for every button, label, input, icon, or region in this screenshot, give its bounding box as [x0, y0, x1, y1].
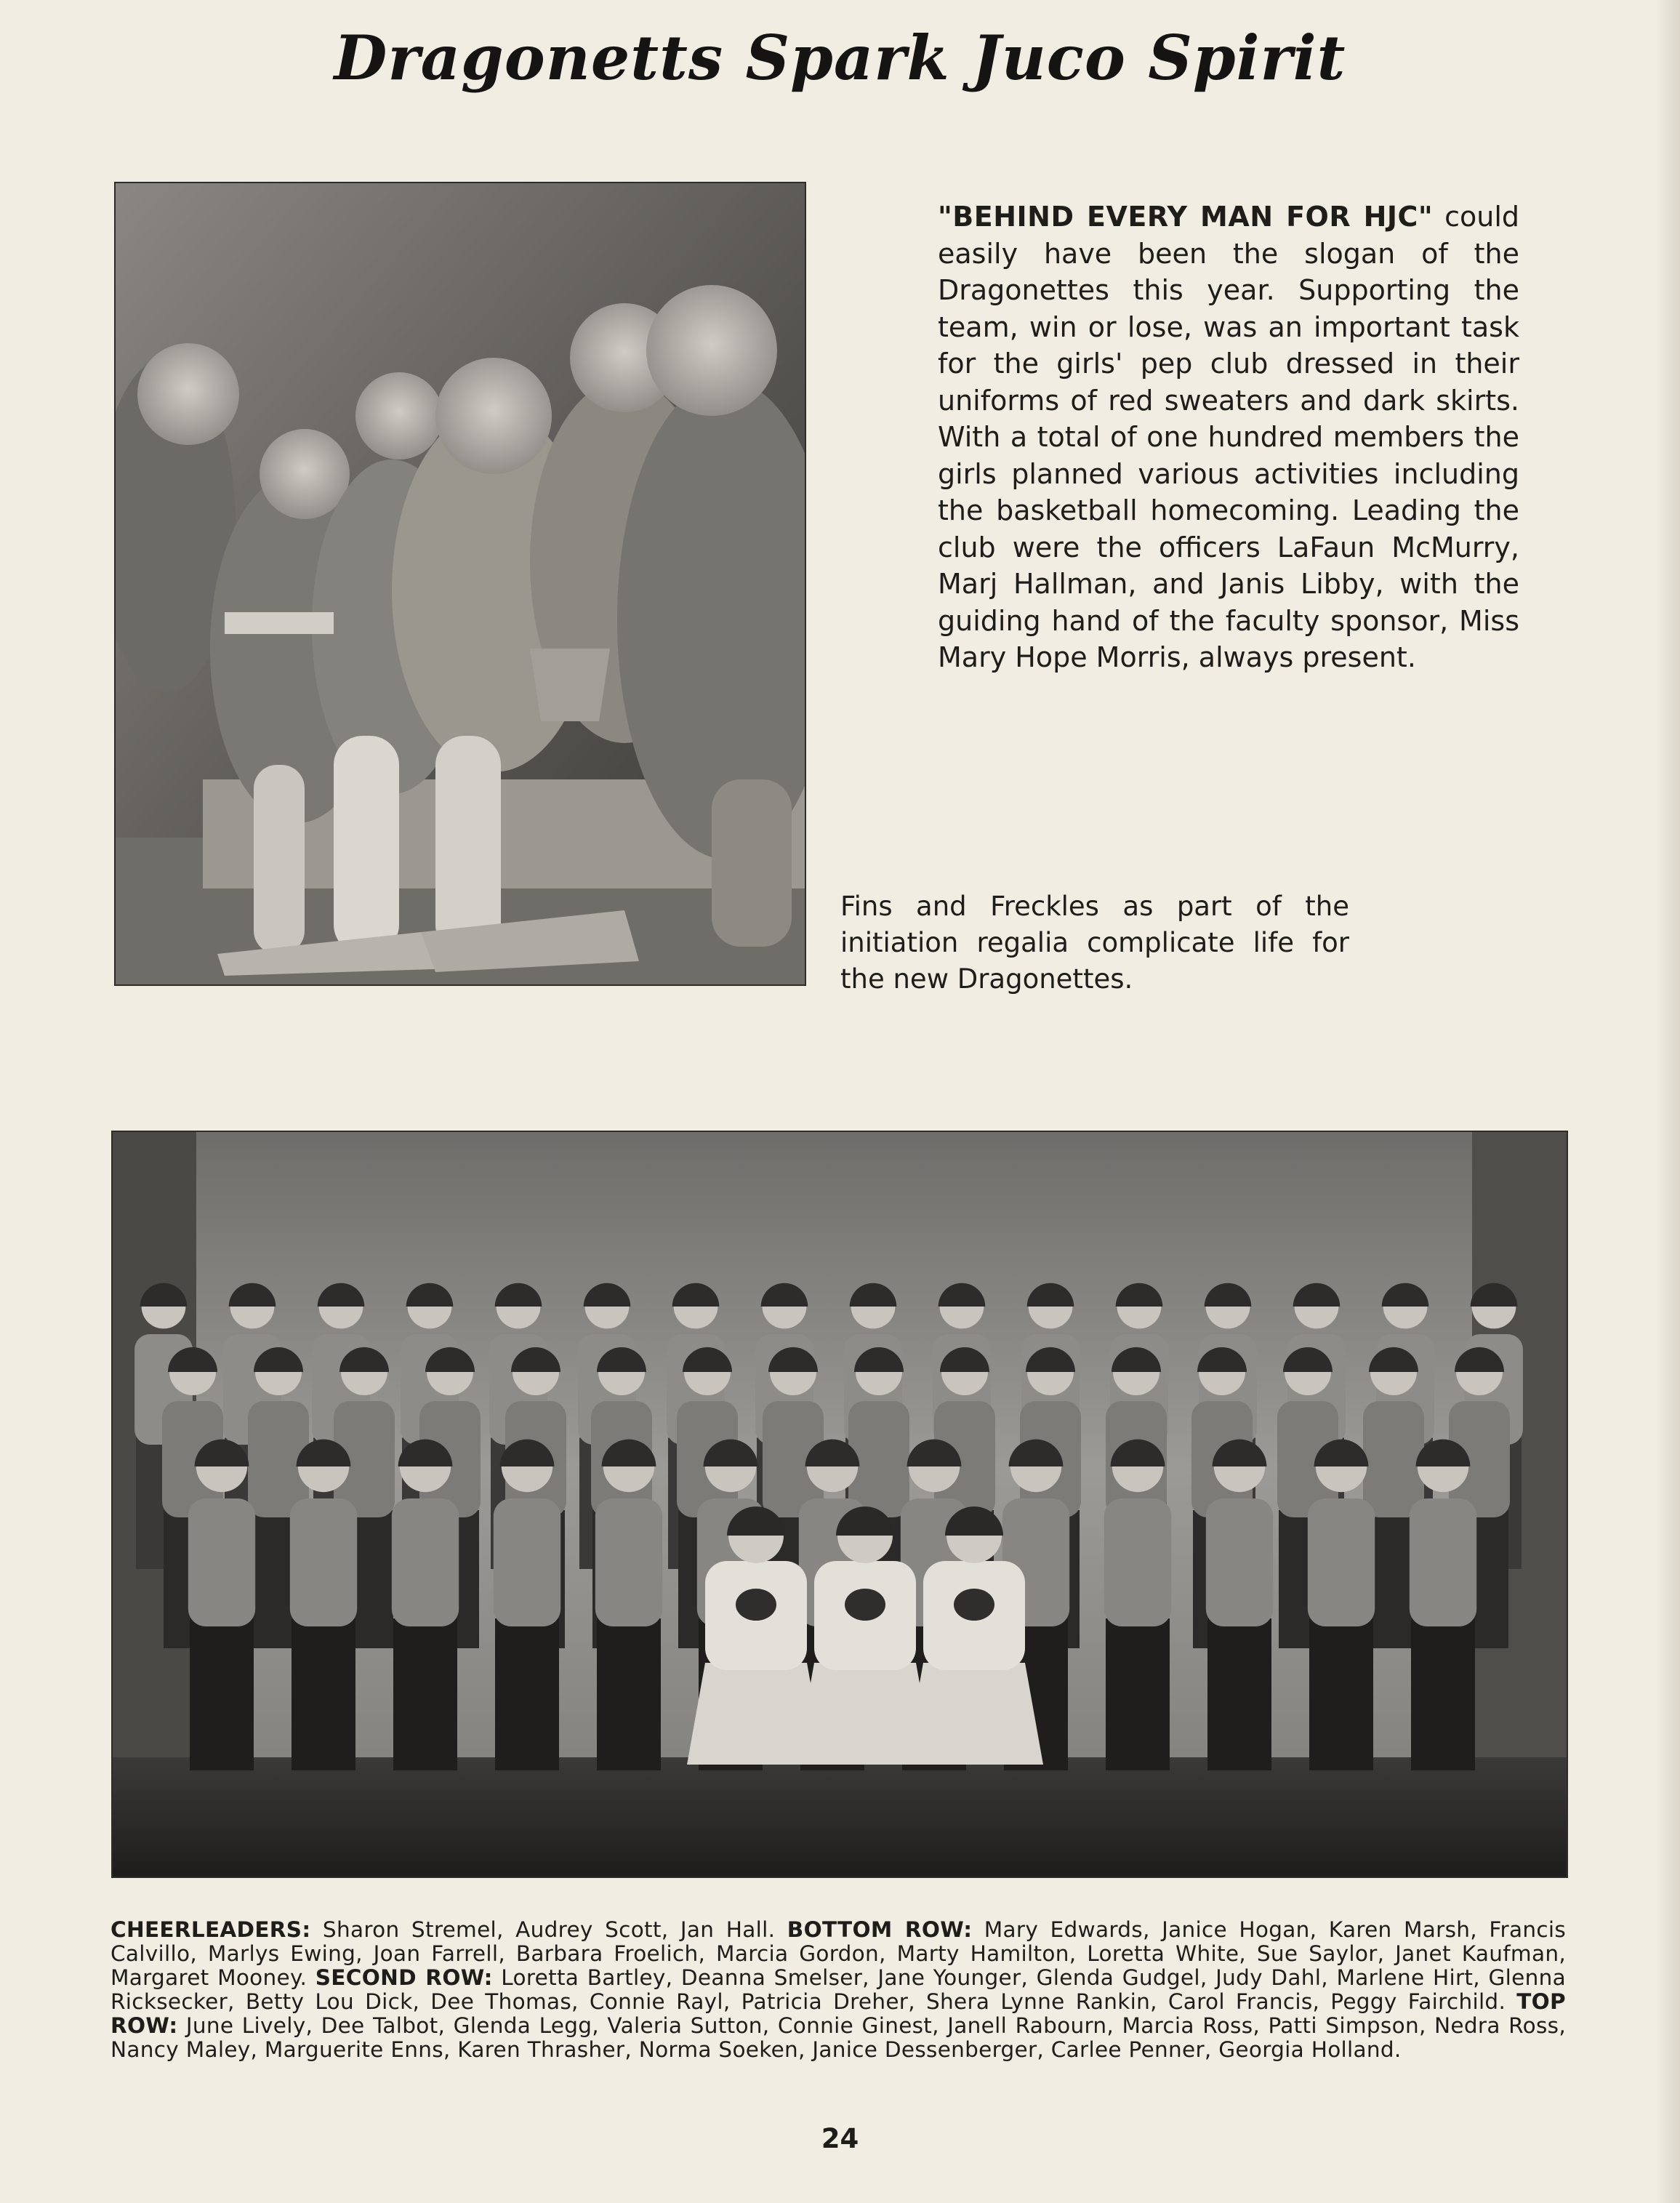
roster-label-top-row: TOP ROW:: [110, 1989, 1566, 2038]
group-photo: [111, 1131, 1568, 1878]
roster-names-bottom-row: Mary Edwards, Janice Hogan, Karen Marsh, Francis Calvillo, Marlys Ewing, Joan Farrell, Barbara Froelich, Marcia Gordon, Marty Hamilton, Loretta White, Sue Saylor, Janet Kaufman, Margaret Mooney.: [110, 1917, 1567, 1990]
roster-label-second-row: SECOND ROW:: [315, 1965, 493, 1990]
roster-label-cheerleaders: CHEERLEADERS:: [110, 1917, 311, 1942]
initiation-photo-illustration: [116, 183, 805, 984]
article-text: [938, 198, 1519, 676]
roster-names-top-row: June Lively, Dee Talbot, Glenda Legg, Valeria Sutton, Connie Ginest, Janell Rabourn, Marcia Ross, Patti Simpson, Nedra Ross, Nancy Maley, Marguerite Enns, Karen Thrasher, Norma Soeken, Janice Dessenberger, Carlee Penner, Georgia Holland.: [110, 2013, 1566, 2062]
group-photo-illustration: [113, 1132, 1567, 1877]
page-edge-shadow: [1655, 0, 1680, 2203]
article-lead: "BEHIND EVERY MAN FOR HJC": [938, 201, 1434, 233]
initiation-photo-caption: Fins and Freckles as part of the initiation regalia complicate life for the new Dragonettes.: [840, 891, 1349, 995]
group-photo-roster: [110, 1918, 1566, 2062]
roster-label-bottom-row: BOTTOM ROW:: [787, 1917, 973, 1942]
page-title: Dragonetts Spark Juco Spirit: [334, 22, 1346, 94]
article-body: could easily have been the slogan of the Dragonettes this year. Supporting the team, win or lose, was an important task for the girls' pep club dressed in their uniforms of red sweaters and dark skirts. With a total of one hundred members the girls planned various activities including the basketball homecoming. Leading the club were the officers LaFaun McMurry, Marj Hallman, and Janis Libby, with the guiding hand of the faculty sponsor, Miss Mary Hope Morris, always present.: [938, 201, 1519, 673]
roster-names-cheerleaders: Sharon Stremel, Audrey Scott, Jan Hall.: [322, 1917, 776, 1942]
roster-names-second-row: Loretta Bartley, Deanna Smelser, Jane Younger, Glenda Gudgel, Judy Dahl, Marlene Hirt, Glenna Ricksecker, Betty Lou Dick, Dee Thomas, Connie Rayl, Patricia Dreher, Shera Lynne Rankin, Carol Francis, Peggy Fairchild.: [110, 1965, 1566, 2014]
initiation-photo: [114, 182, 806, 986]
page-number: 24: [821, 2123, 859, 2154]
